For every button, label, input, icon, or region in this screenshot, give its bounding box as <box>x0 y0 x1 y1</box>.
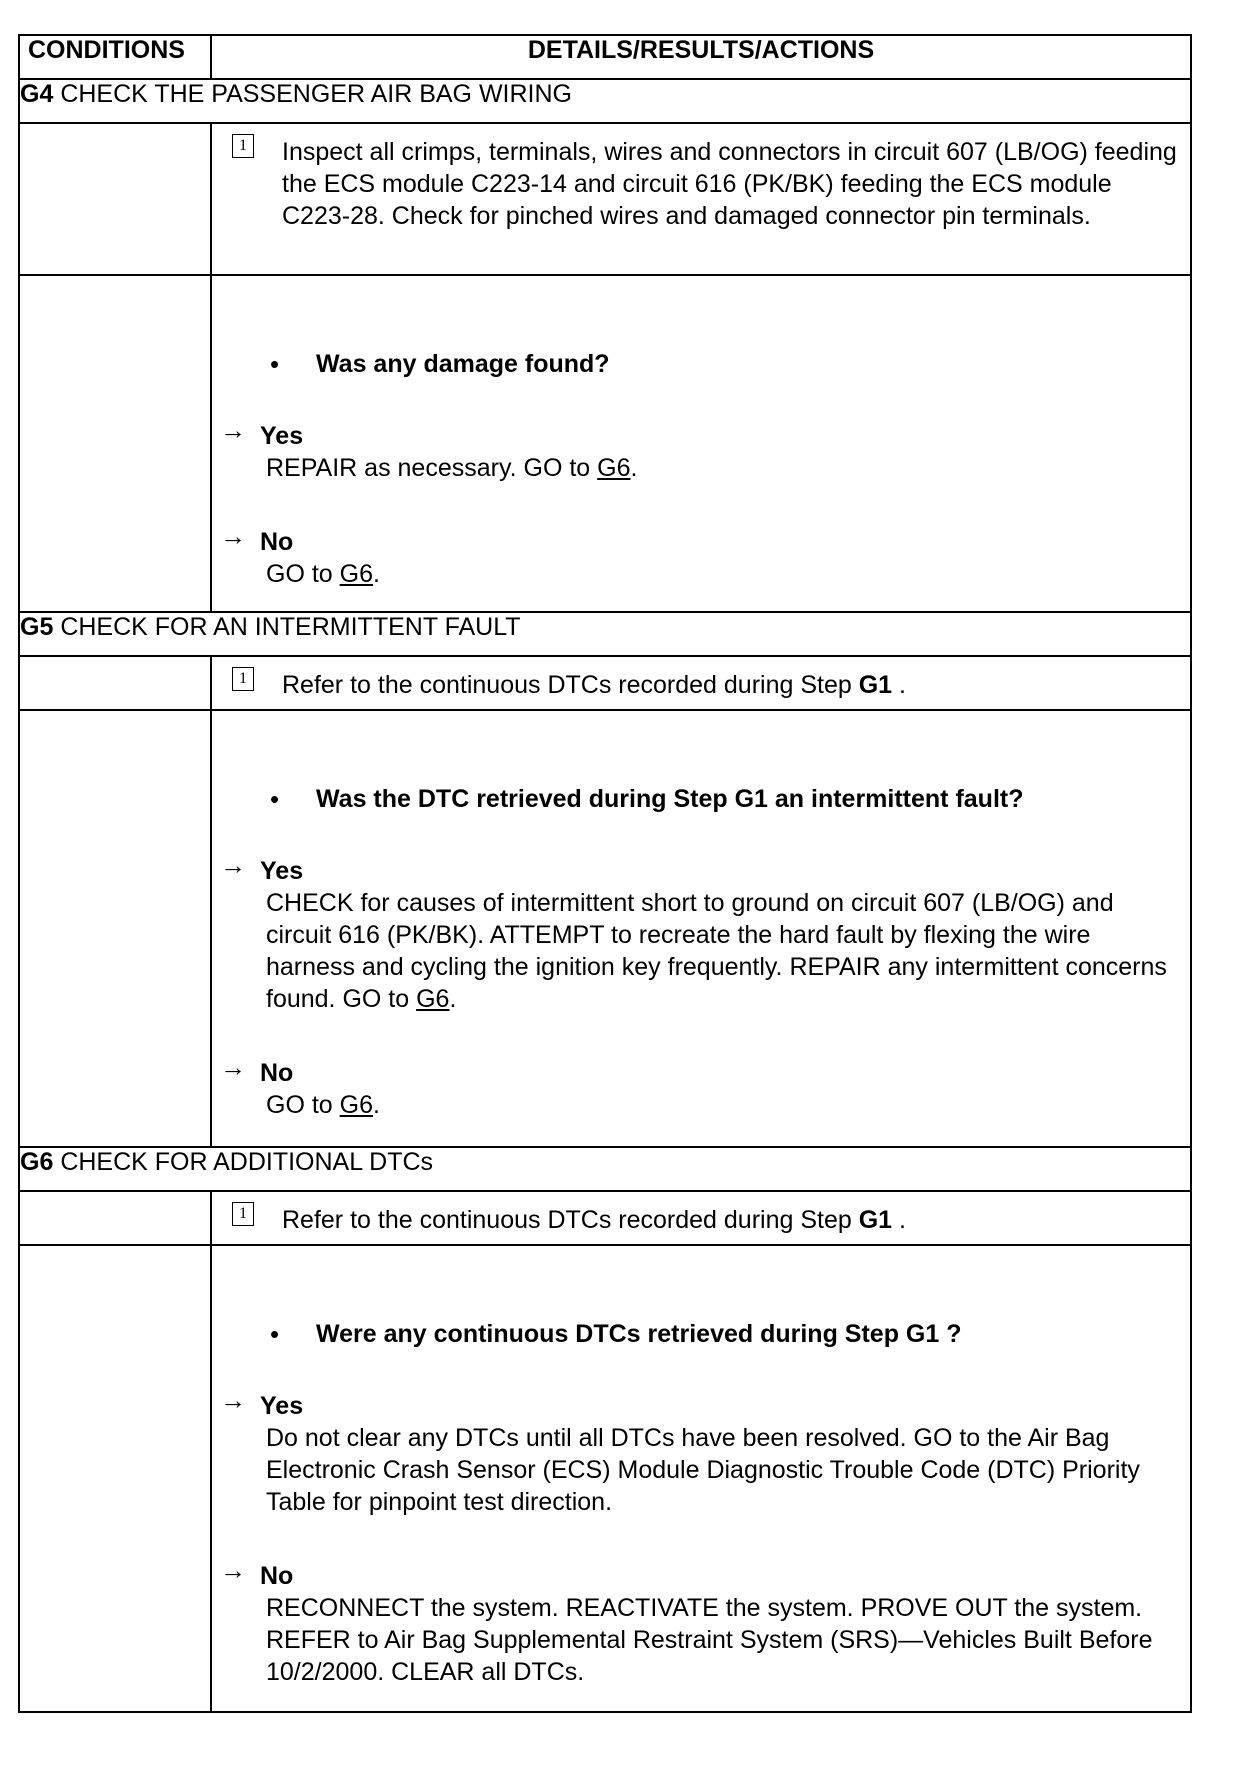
step-result-row <box>19 1245 1191 1712</box>
arrow-right-icon: → <box>220 1555 246 1585</box>
instruction-text: Refer to the continuous DTCs recorded during Step G1 . <box>282 1206 906 1234</box>
no-label: No <box>260 1059 294 1087</box>
conditions-cell <box>19 1191 211 1245</box>
step-instruction-row <box>19 123 1191 275</box>
table-header-row <box>19 35 1191 79</box>
conditions-cell <box>19 123 211 275</box>
step-heading-g6 <box>19 1147 1191 1191</box>
yes-label: Yes <box>260 1392 304 1420</box>
bullet-icon: • <box>270 1319 280 1349</box>
instruction-text: Refer to the continuous DTCs recorded during Step G1 . <box>282 671 906 699</box>
question-text: Were any continuous DTCs retrieved during Step G1 ? <box>316 1320 962 1348</box>
yes-action: REPAIR as necessary. GO to G6. <box>266 454 638 482</box>
instruction-text: Inspect all crimps, terminals, wires and connectors in circuit 607 (LB/OG) feeding the ECS module C223-14 and circuit 616 (PK/BK) feeding the ECS module C223-28. Check for pinched wires and damaged connector pin terminals. <box>282 138 1177 230</box>
no-action: GO to G6. <box>266 560 380 588</box>
question-text: Was the DTC retrieved during Step G1 an intermittent fault? <box>316 785 1024 813</box>
step-id: G5 <box>20 613 54 641</box>
conditions-cell <box>19 275 211 612</box>
step-id: G6 <box>20 1148 54 1176</box>
yes-action: CHECK for causes of intermittent short to ground on circuit 607 (LB/OG) and circuit 616 (PK/BK). ATTEMPT to recreate the hard fault by flexing the wire harness and cycling the ignition key frequently. REPAIR any intermittent concerns found. GO to G6. <box>266 889 1167 1013</box>
conditions-cell <box>19 656 211 710</box>
bullet-icon: • <box>270 349 280 379</box>
question-text: Was any damage found? <box>316 350 610 378</box>
yes-label: Yes <box>260 422 304 450</box>
no-action: GO to G6. <box>266 1091 380 1119</box>
arrow-right-icon: → <box>220 1052 246 1082</box>
no-action: RECONNECT the system. REACTIVATE the system. PROVE OUT the system. REFER to Air Bag Supplemental Restraint System (SRS)—Vehicles Built Before 10/2/2000. CLEAR all DTCs. <box>266 1594 1153 1686</box>
header-conditions: CONDITIONS <box>19 35 211 79</box>
arrow-right-icon: → <box>220 521 246 551</box>
conditions-cell <box>19 1245 211 1712</box>
step-result-row <box>19 275 1191 612</box>
arrow-right-icon: → <box>220 1385 246 1415</box>
arrow-right-icon: → <box>220 850 246 880</box>
yes-label: Yes <box>260 857 304 885</box>
step-instruction-row <box>19 656 1191 710</box>
diagnostic-table <box>18 34 1192 1713</box>
step-title: CHECK FOR AN INTERMITTENT FAULT <box>60 613 521 641</box>
step-id: G4 <box>20 80 54 108</box>
step-heading-g4 <box>19 79 1191 123</box>
bullet-icon: • <box>270 784 280 814</box>
goto-link[interactable]: G6 <box>416 985 450 1013</box>
no-label: No <box>260 528 294 556</box>
goto-link[interactable]: G6 <box>339 1091 373 1119</box>
step-heading-g5 <box>19 612 1191 656</box>
no-label: No <box>260 1562 294 1590</box>
step-number-icon: 1 <box>232 667 254 691</box>
step-instruction-row <box>19 1191 1191 1245</box>
step-title: CHECK FOR ADDITIONAL DTCs <box>60 1148 434 1176</box>
goto-link[interactable]: G6 <box>339 560 373 588</box>
arrow-right-icon: → <box>220 415 246 445</box>
yes-action: Do not clear any DTCs until all DTCs have been resolved. GO to the Air Bag Electronic Crash Sensor (ECS) Module Diagnostic Trouble Code (DTC) Priority Table for pinpoint test direction. <box>266 1424 1140 1516</box>
goto-link[interactable]: G6 <box>597 454 631 482</box>
conditions-cell <box>19 710 211 1147</box>
step-number-icon: 1 <box>232 1202 254 1226</box>
step-title: CHECK THE PASSENGER AIR BAG WIRING <box>60 80 572 108</box>
step-result-row <box>19 710 1191 1147</box>
header-details: DETAILS/RESULTS/ACTIONS <box>211 35 1191 79</box>
step-number-icon: 1 <box>232 134 254 158</box>
diagnostic-table-container <box>18 34 1192 1713</box>
